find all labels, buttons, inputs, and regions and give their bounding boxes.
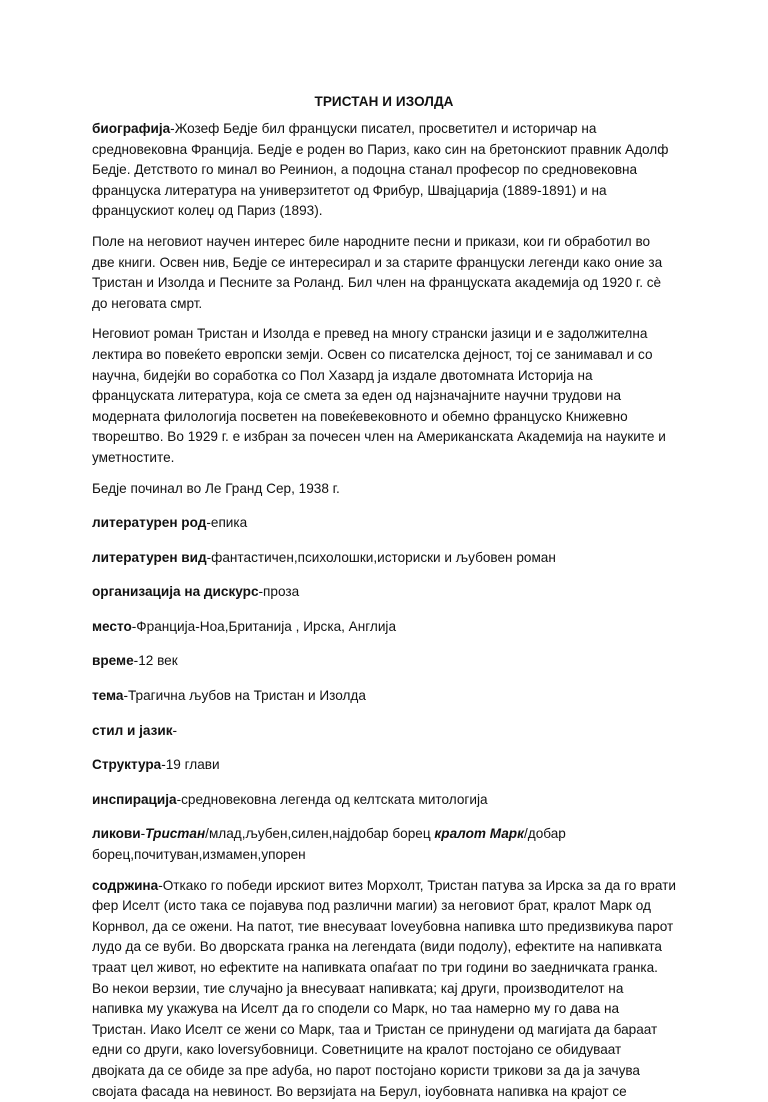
field-value: -фантастичен,психолошки,историски и љубовен роман	[206, 549, 556, 565]
character-desc-tristan: /млад,љубен,силен,најдобар борец	[205, 826, 435, 842]
field-label: тема	[92, 688, 124, 704]
field-discourse	[92, 582, 676, 603]
interest-paragraph: Поле на неговиот научен интерес биле народните песни и прикази, кои ги обработил во две книги. Освен нив, Бедје се интересирал и за старите француски легенди како оние за Тристан и Изолда и Песните за Роланд. Бил член на француската академија од 1920 г. сè до неговата смрт.	[92, 233, 663, 311]
character-desc-mark: /добар борец,почитуван,измамен,упорен	[92, 826, 566, 863]
field-theme	[92, 686, 676, 707]
field-label: инспирација	[92, 791, 177, 807]
field-value: -19 глави	[161, 757, 220, 773]
death-paragraph: Бедје починал во Ле Гранд Сер, 1938 г.	[92, 480, 340, 496]
field-value: -	[172, 722, 178, 738]
summary-paragraph	[92, 876, 676, 1102]
field-style	[92, 721, 676, 742]
field-label: место	[92, 618, 132, 634]
characters-label: ликови	[92, 826, 141, 842]
field-label: Структура	[92, 757, 162, 773]
field-value: -епика	[206, 515, 248, 531]
novel-paragraph: Неговиот роман Тристан и Изолда е превед на многу странски јазици и е задолжителна лектира во повеќето европски земји. Освен со писателска дејност, тој се занимавал и со научна, бидејќи во соработка со Пол Хазард ја издале двотомната Историја на француската литература, која се смета за еден од најзначајните научни трудови на модерната филологија посветен на повеќевековното и обемно француско Книжевно творештво. Во 1929 г. е избран за почесен член на Американската Академија на науките и уметностите.	[92, 326, 666, 465]
field-label: време	[92, 653, 134, 669]
characters-paragraph	[92, 824, 676, 865]
document-title: ТРИСТАН И ИЗОЛДА	[314, 94, 454, 109]
field-literary-type	[92, 548, 676, 569]
field-value: -средновековна легенда од келтската митологија	[176, 791, 488, 807]
field-place	[92, 617, 676, 638]
field-structure	[92, 755, 676, 776]
field-value: -Трагична љубов на Тристан и Изолда	[123, 688, 366, 704]
field-label: литературен род	[92, 515, 207, 531]
field-value: -12 век	[133, 653, 178, 669]
field-label: литературен вид	[92, 549, 207, 565]
biography-text: -Жозеф Бедје бил француски писател, просветител и историчар на средновековна Франција. Бедје е роден во Париз, како син на бретонскиот правник Адолф Бедје. Детството го минал во Реинион, а подоцна станал професор по средновековна француска литература на универзитетот од Фрибур, Швајцарија (1889-1891) и на францускиот колеџ од Париз (1893).	[92, 121, 669, 219]
field-literary-kind	[92, 513, 676, 534]
biography-paragraph	[92, 119, 676, 222]
field-inspiration	[92, 790, 676, 811]
field-label: организација на дискурс	[92, 584, 259, 600]
field-label: стил и јазик	[92, 722, 173, 738]
character-name-tristan: Тристан	[145, 826, 206, 842]
summary-label: содржина	[92, 877, 159, 893]
summary-text: -Откако го победи ирскиот витез Морхолт, Тристан патува за Ирска за да го врати фер Иселт (исто така се појавува под различни магии) за неговиот брат, кралот Марк од Корнвол, да се ожени. На патот, тие внесуваат loveубовна напивка што предизвикува парот лудо да се вуби. Во дворската гранка на легендата (види подолу), ефектите на напивката траат цел живот, но ефектите на напивката опаѓаат по три години во заедничката гранка. Во некои верзии, тие случајно ја внесуваат напивката; кај други, производителот на напивка му укажува на Иселт да го сподели со Марк, но таа намерно му го дава на Тристан. Иако Иселт се жени со Марк, таа и Тристан се принудени од магијата да бараат едни со други, како loversубовници. Советниците на кралот постојано се обидуваат двојката да се обиде за пре аdуба, но парот постојано користи трикови за да ја зачува својата фасада на невиност. Во верзијата на Берул, ioубовната напивка на крајот се	[92, 877, 676, 1099]
biography-label: биографија	[92, 121, 171, 136]
field-time	[92, 651, 676, 672]
characters-dash: -	[140, 826, 146, 842]
field-value: -проза	[258, 584, 300, 600]
character-name-mark: кралот Марк	[434, 826, 524, 842]
field-value: -Франција-Ноа,Британија , Ирска, Англија	[131, 618, 397, 634]
